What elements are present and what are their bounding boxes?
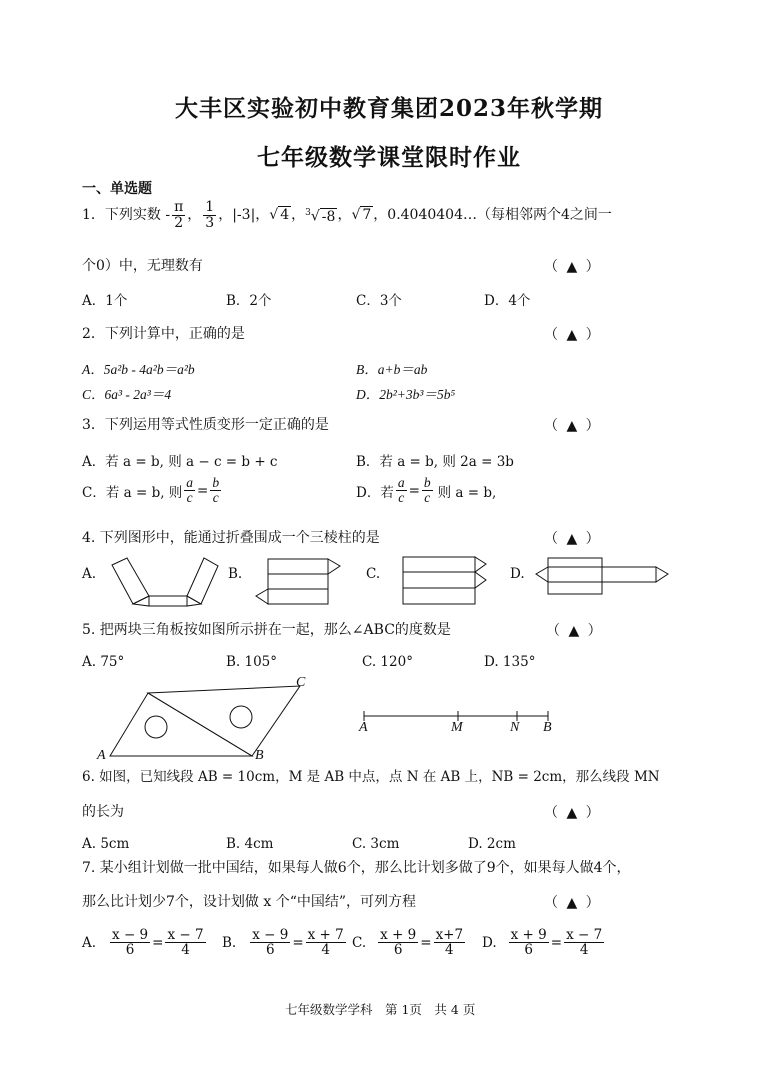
seg-label-m: M bbox=[451, 720, 463, 735]
fig-label-b: B bbox=[255, 748, 264, 763]
answer-blank-3: （ ▲ ） bbox=[544, 418, 602, 434]
answer-blank-4: （ ▲ ） bbox=[544, 531, 602, 547]
q2-option-c: C．6a³ - 2a³＝4 bbox=[82, 387, 172, 402]
q1-option-c: C．3个 bbox=[356, 293, 402, 309]
question-6-stem: 6. 如图，已知线段 AB = 10cm，M 是 AB 中点，点 N 在 AB 上，NB = 2cm，那么线段 MN bbox=[82, 769, 660, 785]
question-1-line2: 个0）中，无理数有 bbox=[82, 258, 203, 274]
q6-option-c: C. 3cm bbox=[352, 836, 400, 852]
q5-option-c: C. 120° bbox=[362, 654, 413, 670]
answer-blank-2: （ ▲ ） bbox=[544, 327, 602, 343]
q1-tail: ，0.4040404…（每相邻两个4之间一 bbox=[373, 207, 612, 224]
q4-figure-b bbox=[256, 559, 340, 604]
q3-option-b: B．若 a = b, 则 2a = 3b bbox=[356, 454, 514, 470]
seg-label-a: A bbox=[359, 720, 368, 735]
q2-option-b: B．a+b＝ab bbox=[356, 362, 428, 377]
q7-option-a: A. $\frac{x - 9}{6}$ = $\frac{x - 7}{4}$ bbox=[82, 927, 204, 959]
q2-option-a: A．5a²b - 4a²b＝a²b bbox=[82, 362, 195, 377]
question-4-stem: 4. 下列图形中，能通过折叠围成一个三棱柱的是 bbox=[82, 530, 380, 546]
fig-label-c: C bbox=[296, 675, 306, 690]
question-7-line2: 那么比计划少7个，设计划做 x 个“中国结”，可列方程 bbox=[82, 894, 417, 910]
question-5-stem: 5. 把两块三角板按如图所示拼在一起，那么∠ABC的度数是 bbox=[82, 622, 451, 638]
q5-option-d: D. 135° bbox=[484, 654, 536, 670]
q5-option-a: A. 75° bbox=[82, 654, 125, 670]
seg-label-b: B bbox=[543, 720, 552, 735]
section-heading: 一、单选题 bbox=[82, 181, 152, 197]
q3-option-a: A．若 a = b, 则 a − c = b + c bbox=[82, 454, 278, 470]
q4-figure-a bbox=[112, 558, 218, 606]
q7-option-b: B. $\frac{x - 9}{6}$ = $\frac{x + 7}{4}$ bbox=[222, 927, 344, 959]
q2-option-d: D．2b²+3b³＝5b⁵ bbox=[356, 387, 456, 402]
q4-label-a: A. bbox=[82, 566, 97, 582]
q3-option-d: D．若 $\frac{a}{c}$ = $\frac{b}{c}$ 则 a = b, bbox=[356, 475, 497, 506]
question-7-stem: 7. 某小组计划做一批中国结，如果每人做6个，那么比计划多做了9个，如果每人做4个， bbox=[82, 860, 631, 876]
q5-triangle-figure bbox=[110, 686, 300, 756]
answer-blank-5: （ ▲ ） bbox=[546, 623, 604, 639]
q1-sqrt4: √ 4 bbox=[269, 207, 290, 224]
q6-option-a: A. 5cm bbox=[82, 836, 130, 852]
q1-option-a: A．1个 bbox=[82, 293, 128, 309]
q5-option-b: B. 105° bbox=[226, 654, 278, 670]
q4-label-c: C. bbox=[366, 566, 381, 582]
q1-cbrt: $^3$√ -8 bbox=[305, 208, 336, 226]
page-title: 大丰区实验初中教育集团2023年秋学期 bbox=[175, 95, 604, 122]
q6-option-b: B. 4cm bbox=[226, 836, 274, 852]
question-2-stem: 2．下列计算中，正确的是 bbox=[82, 326, 245, 342]
q4-figure-c bbox=[403, 557, 486, 604]
q1-prefix: 1．下列实数 - bbox=[82, 207, 171, 224]
q4-figure-d bbox=[536, 558, 668, 594]
page-subtitle: 七年级数学课堂限时作业 bbox=[257, 144, 521, 171]
seg-label-n: N bbox=[510, 720, 520, 735]
q6-option-d: D. 2cm bbox=[468, 836, 516, 852]
q7-option-d: D. $\frac{x + 9}{6}$ = $\frac{x - 7}{4}$ bbox=[482, 927, 603, 959]
q1-option-d: D．4个 bbox=[484, 293, 531, 309]
q1-fraction-pi: $\frac{\pi}{2}$ bbox=[174, 199, 184, 231]
answer-blank-6: （ ▲ ） bbox=[544, 805, 602, 821]
answer-blank-7: （ ▲ ） bbox=[544, 895, 602, 911]
q1-fraction-third: $\frac{1}{3}$ bbox=[205, 199, 215, 231]
q4-label-d: D. bbox=[510, 566, 525, 582]
page-footer: 七年级数学学科 第 1页 共 4 页 bbox=[285, 1002, 476, 1017]
answer-blank-1: （ ▲ ） bbox=[544, 259, 602, 275]
q1-option-b: B．2个 bbox=[226, 293, 272, 309]
question-3-stem: 3．下列运用等式性质变形一定正确的是 bbox=[82, 417, 329, 433]
q1-abs: ，|-3|， bbox=[218, 207, 270, 224]
q7-option-c: C. $\frac{x + 9}{6}$ = $\frac{x+7}{4}$ bbox=[352, 927, 464, 959]
question-6-line2: 的长为 bbox=[82, 804, 124, 820]
q4-label-b: B. bbox=[228, 566, 243, 582]
q3-option-c: C．若 a = b, 则 $\frac{a}{c}$ = $\frac{b}{c}$ bbox=[82, 475, 220, 506]
q1-sqrt7: √ 7 bbox=[351, 207, 372, 224]
q1-sep: ， bbox=[187, 207, 202, 224]
fig-label-a: A bbox=[97, 748, 106, 763]
question-1-stem: 1．下列实数 - $\frac{\pi}{2}$ ， $\frac{1}{3}$ ，|-3|， √ 4 ， $^3$√ -8 ， √ 7 ，0.4040404…（每相邻两个4之间一 bbox=[82, 199, 612, 231]
